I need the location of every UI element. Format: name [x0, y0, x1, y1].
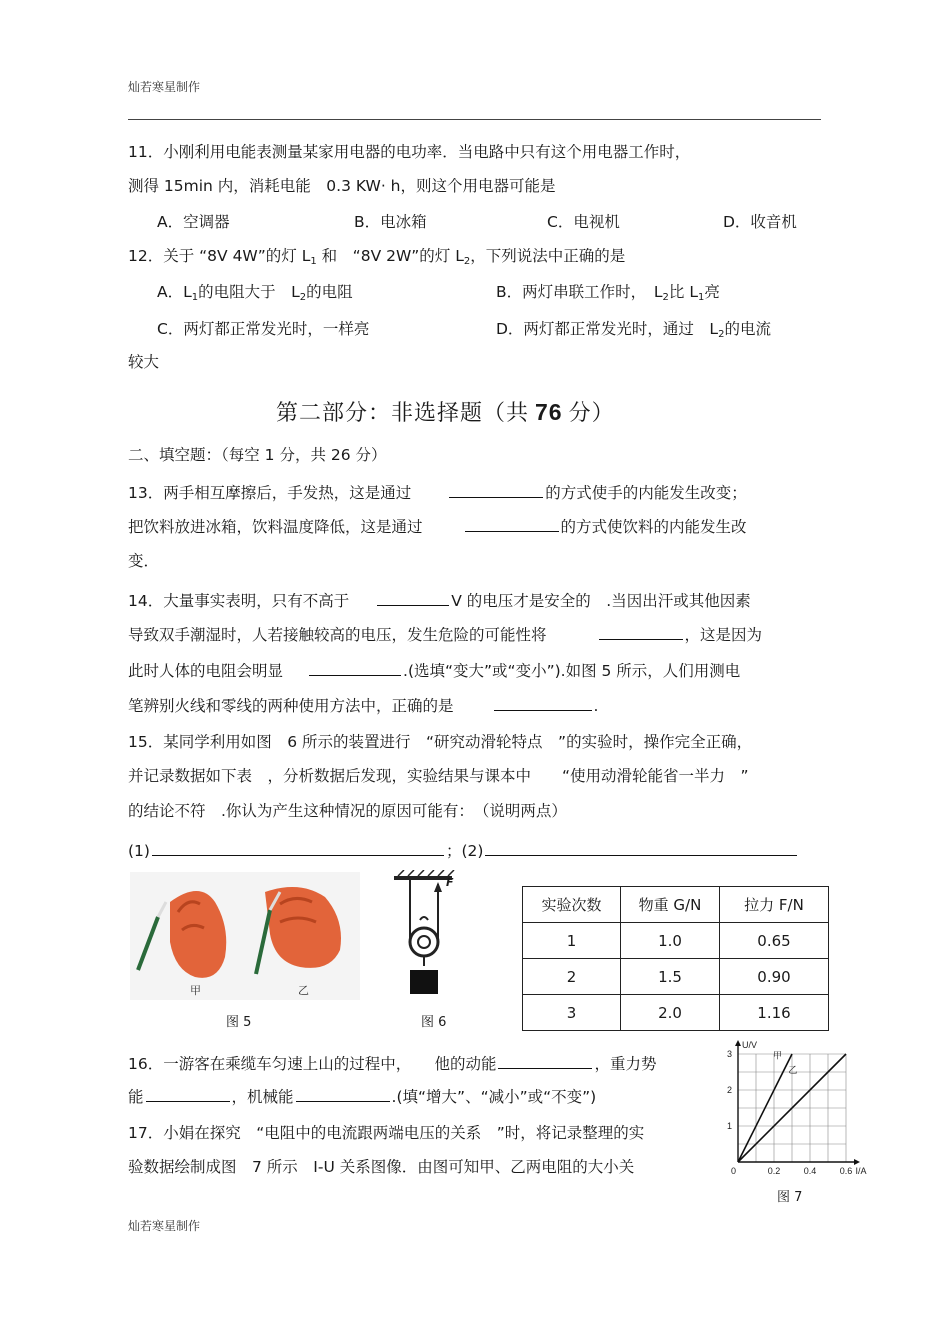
answer-blank[interactable]	[485, 840, 797, 856]
table-cell: 2	[523, 959, 621, 995]
q16-text: 16．一游客在乘缆车匀速上山的过程中， 他的动能	[128, 1055, 497, 1073]
q12-stem	[128, 246, 625, 272]
q17-line1: 17．小娟在探究 “电阻中的电流跟两端电压的关系 ”时，将记录整理的实	[128, 1124, 645, 1142]
q13-line2	[128, 516, 747, 537]
x-axis-arrow-icon	[854, 1159, 860, 1165]
table-row	[523, 959, 829, 995]
figure-5-label-a: 甲	[190, 984, 201, 997]
figure-7-caption: 图 7	[777, 1190, 803, 1205]
figure-5-caption: 图 5	[226, 1015, 252, 1030]
q11-option-c: C．电视机	[547, 213, 620, 231]
q12-stem-part-a: 12．关于 “8V 4W”的灯 L	[128, 247, 311, 265]
q14-text: V 的电压才是安全的 .当因出汗或其他因素	[451, 592, 751, 610]
series-label-b: 乙	[788, 1065, 798, 1075]
q11-option-a: A．空调器	[157, 213, 230, 231]
q11-stem-line1: 11．小刚利用电能表测量某家用电器的电功率．当电路中只有这个用电器工作时，	[128, 143, 691, 161]
table-row	[523, 995, 829, 1031]
subscript-2: 2	[662, 292, 669, 303]
answer-blank[interactable]	[449, 482, 543, 498]
q12-a-text-2: 的电阻大于 L	[198, 283, 300, 301]
x-axis-label: I/A	[855, 1166, 867, 1176]
fill-in-heading: 二、填空题：（每空 1 分，共 26 分）	[128, 446, 387, 464]
answer-blank[interactable]	[377, 590, 449, 606]
q16-text: ，重力势	[594, 1055, 657, 1073]
q14-text: 导致双手潮湿时，人若接触较高的电压，发生危险的可能性将	[128, 626, 547, 644]
y-axis-arrow-icon	[735, 1040, 741, 1046]
table-cell: 1.5	[621, 959, 720, 995]
q17-line2: 验数据绘制成图 7 所示 I-U 关系图像．由图可知甲、乙两电阻的大小关	[128, 1158, 635, 1176]
answer-blank[interactable]	[152, 840, 444, 856]
q13-text: 的方式使手的内能发生改变；	[545, 484, 747, 502]
page-footer-maker: 灿若寒星制作	[128, 1219, 201, 1233]
subscript-2: 2	[718, 329, 725, 340]
q12-b-text-2: 比 L	[668, 283, 698, 301]
x-tick-label: 0.6	[839, 1166, 853, 1176]
subscript-2: 2	[463, 256, 471, 267]
table-cell: 1	[523, 923, 621, 959]
q15-line2: 并记录数据如下表 ，分析数据后发现，实验结果与课本中 “使用动滑轮能省一半力 ”	[128, 767, 749, 785]
origin-label: 0	[730, 1166, 736, 1176]
figure-7-iu-chart	[724, 1030, 874, 1180]
pulley-data-table	[522, 886, 829, 1031]
answer-blank[interactable]	[309, 660, 401, 676]
x-tick-label: 0.4	[803, 1166, 817, 1176]
q12-stem-part-c: ，下列说法中正确的是	[470, 247, 626, 265]
subscript-2: 2	[299, 292, 307, 303]
table-cell: 0.90	[720, 959, 829, 995]
q16-line2	[128, 1086, 596, 1107]
q14-line4	[128, 695, 598, 716]
table-header-row	[523, 887, 829, 923]
page-header-maker: 灿若寒星制作	[128, 80, 201, 94]
q14-line2	[128, 624, 762, 645]
table-row	[523, 923, 829, 959]
part2-score: 76	[535, 399, 563, 425]
q12-b-text-1: B．两灯串联工作时， L	[496, 283, 663, 301]
table-header-cell: 物重 G/N	[621, 887, 720, 923]
q14-text: ，这是因为	[684, 626, 763, 644]
y-tick-label: 1	[726, 1121, 732, 1131]
q15-line1: 15．某同学利用如图 6 所示的装置进行 “研究动滑轮特点 ”的实验时，操作完全正确，	[128, 733, 753, 751]
q12-option-d-continued: 较大	[128, 353, 160, 371]
q13-line3: 变．	[128, 552, 160, 570]
series-label-a: 甲	[773, 1050, 783, 1061]
q14-line3	[128, 660, 740, 681]
table-cell: 3	[523, 995, 621, 1031]
q13-text: 的方式使饮料的内能发生改	[560, 518, 747, 536]
q12-a-text-3: 的电阻	[306, 283, 353, 301]
q12-stem-part-b: 和 “8V 2W”的灯 L	[321, 247, 464, 265]
figure-5-image	[130, 872, 360, 1000]
q16-text: 能	[128, 1088, 144, 1106]
table-cell: 0.65	[720, 923, 829, 959]
part2-title-prefix: 第二部分：非选择题（共	[276, 401, 530, 426]
q14-text: .(选填“变大”或“变小”).如图 5 所示，人们用测电	[403, 662, 741, 680]
q14-text: 14．大量事实表明，只有不高于	[128, 592, 350, 610]
subscript-1: 1	[310, 256, 317, 267]
subscript-1: 1	[697, 292, 705, 303]
q12-a-text-1: A．L	[157, 283, 192, 301]
q14-text: 此时人体的电阻会明显	[128, 662, 284, 680]
pulley-svg	[390, 870, 460, 1000]
q12-option-d	[496, 319, 771, 345]
q15-part1-label: (1)	[128, 842, 150, 860]
q12-option-b	[496, 282, 720, 308]
q12-d-text-1: D．两灯都正常发光时，通过 L	[496, 320, 719, 338]
q12-b-text-3: 亮	[704, 283, 720, 301]
q15-line3: 的结论不符 .你认为产生这种情况的原因可能有： （说明两点）	[128, 802, 567, 820]
q13-text: 13．两手相互摩擦后，手发热，这是通过	[128, 484, 412, 502]
answer-blank[interactable]	[465, 516, 559, 532]
table-cell: 2.0	[621, 995, 720, 1031]
answer-blank[interactable]	[599, 624, 683, 640]
q14-text: .	[593, 697, 599, 715]
q11-option-d: D．收音机	[723, 213, 797, 231]
x-tick-label: 0.2	[767, 1166, 781, 1176]
force-label: F	[446, 876, 454, 889]
answer-blank[interactable]	[146, 1086, 230, 1102]
table-header-cell: 实验次数	[523, 887, 621, 923]
q16-line1	[128, 1053, 657, 1074]
q11-stem-line2: 测得 15min 内，消耗电能 0.3 KW· h，则这个用电器可能是	[128, 177, 556, 195]
table-cell: 1.0	[621, 923, 720, 959]
q15-part2-label: ；(2)	[445, 842, 484, 860]
q14-line1	[128, 590, 751, 611]
q11-option-b: B．电冰箱	[354, 213, 427, 231]
answer-blank[interactable]	[296, 1086, 390, 1102]
q12-option-c: C．两灯都正常发光时，一样亮	[157, 320, 370, 338]
table-cell: 1.16	[720, 995, 829, 1031]
answer-blank[interactable]	[494, 695, 592, 711]
part2-title-suffix: 分）	[568, 401, 615, 426]
header-divider	[128, 119, 821, 120]
q12-option-a	[157, 282, 353, 308]
answer-blank[interactable]	[498, 1053, 592, 1069]
test-pen-hands-illustration	[130, 872, 360, 1000]
y-tick-label: 3	[726, 1049, 732, 1059]
subscript-1: 1	[191, 292, 199, 303]
figure-5-label-b: 乙	[298, 984, 309, 997]
q16-text: .(填“增大”、“减小”或“不变”)	[391, 1088, 597, 1106]
q13-text: 把饮料放进冰箱，饮料温度降低，这是通过	[128, 518, 423, 536]
figure-6-caption: 图 6	[421, 1015, 447, 1030]
table-header-cell: 拉力 F/N	[720, 887, 829, 923]
y-axis-label: U/V	[742, 1040, 758, 1050]
part2-title	[276, 396, 615, 427]
q13-line1	[128, 482, 747, 503]
figure-6-pulley-diagram	[390, 870, 460, 1000]
q12-d-text-2: 的电流	[724, 320, 771, 338]
q15-answer-line	[128, 840, 799, 861]
q16-text: ，机械能	[231, 1088, 294, 1106]
q14-text: 笔辨别火线和零线的两种使用方法中，正确的是	[128, 697, 454, 715]
y-tick-label: 2	[726, 1085, 732, 1095]
